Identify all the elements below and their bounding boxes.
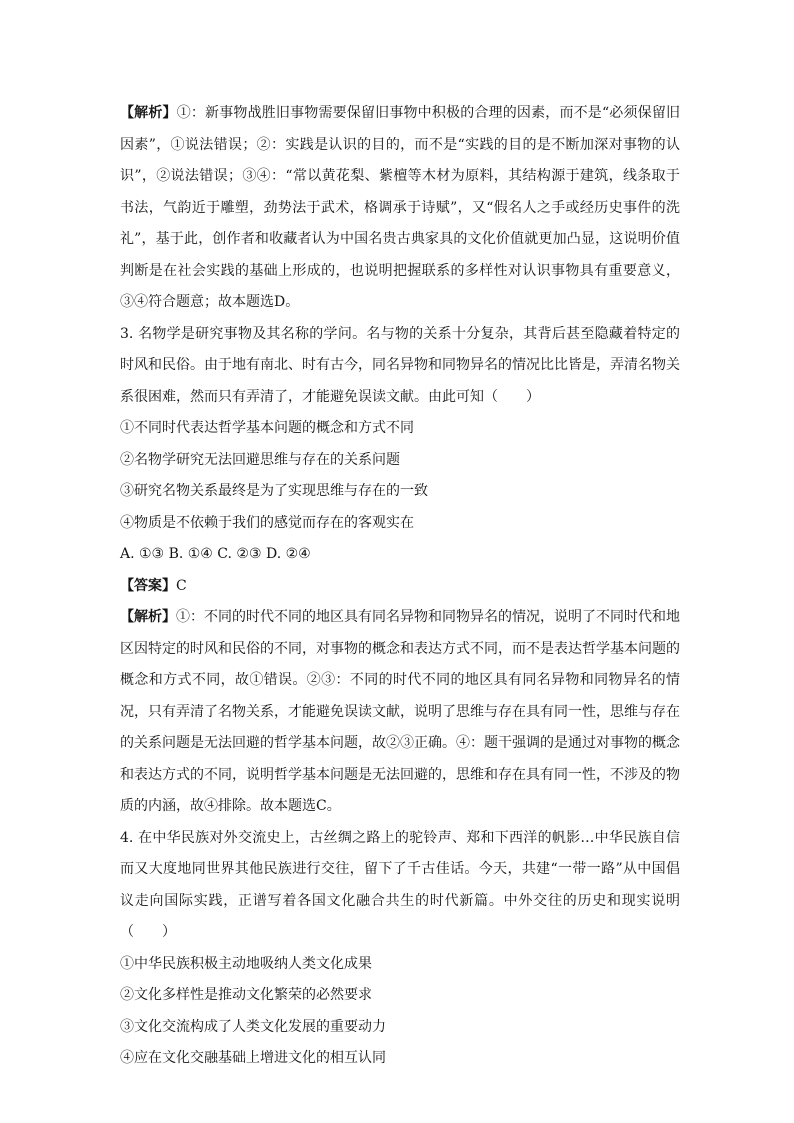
analysis-paragraph-q3 (120, 602, 680, 823)
answer-value: C (176, 577, 187, 594)
question-3-option-3: ③研究名物关系最终是为了实现思维与存在的一致 (120, 483, 428, 499)
question-4-option-2: ②文化多样性是推动文化繁荣的必然要求 (120, 987, 372, 1003)
page-content (120, 98, 680, 1075)
analysis-paragraph-q2 (120, 98, 680, 319)
answer-label: 【答案】 (120, 577, 176, 594)
analysis-label: 【解析】 (120, 105, 177, 121)
question-3-option-1: ①不同时代表达哲学基本问题的概念和方式不同 (120, 420, 414, 436)
question-4-option-3: ③文化交流构成了人类文化发展的重要动力 (120, 1018, 386, 1035)
question-3-stem: 3. 名物学是研究事物及其名称的学问。名与物的关系十分复杂，其背后甚至隐藏着特定的时风和民俗。由于地有南北、时有古今，同名异物和同物异名的情况比比皆是，弄清名物关系很困难，然而只有弄清了，才能避免误读文献。由此可知（ ） (120, 325, 680, 405)
analysis-text-q3: ①：不同的时代不同的地区具有同名异物和同物异名的情况，说明了不同时代和地区因特定的时风和民俗的不同，对事物的概念和表达方式不同，而不是表达哲学基本问题的概念和方式不同，故①错误。②③：不同的时代不同的地区具有同名异物和同物异名的情况，只有弄清了名物关系，才能避免误读文献，说明了思维与存在具有同一性，思维与存在的关系问题是无法回避的哲学基本问题，故②③正确。④：题干强调的是通过对事物的概念和表达方式的不同，说明哲学基本问题是无法回避的，思维和存在具有同一性，不涉及的物质的内涵，故④排除。故本题选C。 (120, 609, 680, 814)
question-3-option-4: ④物质是不依赖于我们的感觉而存在的客观实在 (120, 514, 414, 531)
analysis-text: ①：新事物战胜旧事物需要保留旧事物中积极的合理的因素，而不是“必须保留旧因素”，①说法错误；②：实践是认识的目的，而不是“实践的目的是不断加深对事物的认识”，②说法错误；③④：“常以黄花梨、紫檀等木材为原料，其结构源于建筑，线条取于书法，气韵近于雕塑，劲势法于武术，格调承于诗赋”，又“假名人之手或经历史事件的洗礼”，基于此，创作者和收藏者认为中国名贵古典家具的文化价值就更加凸显，这说明价值判断是在社会实践的基础上形成的，也说明把握联系的多样性对认识事物具有重要意义，③④符合题意；故本题选D。 (120, 105, 681, 310)
question-3-choices: A. ①③ B. ①④ C. ②③ D. ②④ (120, 546, 311, 562)
question-3-option-2: ②名物学研究无法回避思维与存在的关系问题 (120, 451, 400, 468)
analysis-label-q3: 【解析】 (120, 609, 176, 625)
question-4-option-1: ①中华民族积极主动地吸纳人类文化成果 (120, 955, 372, 972)
question-4-stem: 4. 在中华民族对外交流史上，古丝绸之路上的驼铃声、郑和下西洋的帆影…中华民族自信而又大度地同世界其他民族进行交往，留下了千古佳话。今天，共建“一带一路”从中国倡议走向国际实践，正谱写着各国文化融合共生的时代新篇。中外交往的历史和现实说明（ ） (120, 829, 680, 940)
question-4-option-4: ④应在文化交融基础上增进文化的相互认同 (120, 1050, 386, 1066)
answer-line (120, 571, 680, 603)
